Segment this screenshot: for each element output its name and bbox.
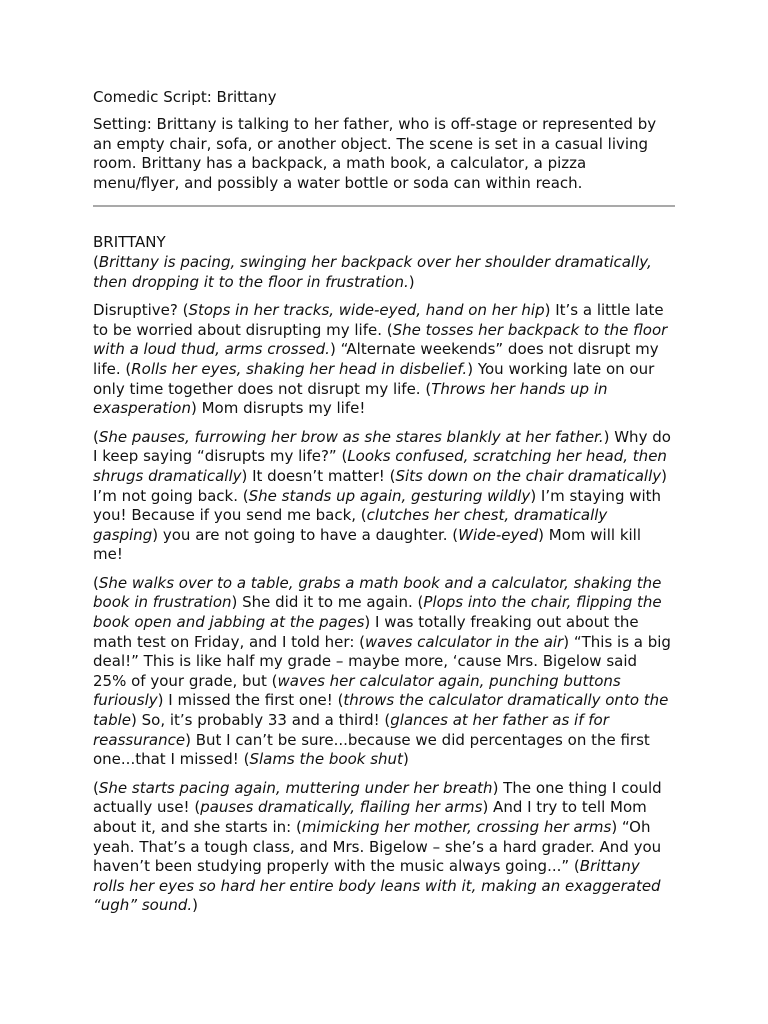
script-body — [93, 253, 675, 916]
dialogue-text: ) — [402, 750, 409, 769]
stage-direction: Plops into the chair, flipping the book open and jabbing at the pages — [93, 593, 662, 632]
stage-direction: Wide-eyed — [458, 525, 539, 544]
dialogue-text: ( — [93, 252, 99, 271]
dialogue-text: ) “This is a big deal!” This is like half my grade – maybe more, ‘cause Mrs. Bigelow said 25% of your grade, but ( — [93, 632, 671, 690]
dialogue-text: ) You working late on our only time together does not disrupt my life. ( — [93, 359, 655, 398]
stage-direction: Rolls her eyes, shaking her head in disbelief. — [131, 359, 468, 378]
stage-direction: waves her calculator again, punching buttons furiously — [93, 671, 621, 710]
stage-direction: Brittany is pacing, swinging her backpack over her shoulder dramatically, then dropping it to the floor in frustration. — [93, 252, 652, 291]
dialogue-text: ) “Oh yeah. That’s a tough class, and Mrs. Bigelow – she’s a hard grader. And you haven’t been studying properly with the music always going...” ( — [93, 818, 662, 876]
dialogue-text: ) But I can’t be sure...because we did percentages on the first one...that I missed! ( — [93, 730, 650, 769]
dialogue-text: ) — [408, 272, 415, 291]
dialogue-text: ) I’m staying with you! Because if you send me back, ( — [93, 486, 662, 525]
stage-direction: Slams the book shut — [249, 750, 403, 769]
dialogue-text: ) The one thing I could actually use! ( — [93, 778, 662, 817]
stage-direction-paragraph — [93, 253, 675, 292]
document-title: Comedic Script: Brittany — [93, 88, 277, 106]
dialogue-text: ) Mom will kill me! — [93, 525, 642, 564]
stage-direction: mimicking her mother, crossing her arms — [301, 818, 612, 836]
dialogue-text: ) I was totally freaking out about the math test on Friday, and I told her: ( — [93, 613, 639, 651]
dialogue-text: ) She did it to me again. ( — [231, 593, 424, 612]
setting-paragraph: Setting: Brittany is talking to her father, who is off-stage or represented by an empty chair, sofa, or another object. The scene is set in a casual living room. Brittany has a backpack, a math book, a calculator, a pizza menu/flyer, and possibly a water bottle or soda can within reach. — [93, 115, 657, 192]
dialogue-paragraph — [93, 779, 675, 916]
stage-direction: Sits down on the chair dramatically — [395, 466, 662, 485]
stage-direction: She tosses her backpack to the floor with a loud thud, arms crossed. — [93, 320, 668, 359]
dialogue-text: Disruptive? ( — [93, 301, 189, 320]
horizontal-divider — [93, 205, 675, 207]
stage-direction: Throws her hands up in exasperation — [93, 379, 608, 418]
dialogue-text: ) It’s a little late to be worried about disrupting my life. ( — [93, 301, 664, 339]
dialogue-paragraph — [93, 428, 675, 565]
stage-direction: glances at her father as if for reassurance — [93, 711, 609, 749]
dialogue-text: ) “Alternate weekends” does not disrupt my life. ( — [93, 340, 659, 378]
dialogue-text: ) It doesn’t matter! ( — [241, 466, 396, 485]
stage-direction: Brittany rolls her eyes so hard her entire body leans with it, making an exaggerated “ugh” sound. — [93, 857, 661, 915]
stage-direction: throws the calculator dramatically onto the table — [93, 691, 669, 730]
dialogue-text: ) — [192, 896, 198, 915]
dialogue-text: ) I’m not going back. ( — [93, 466, 667, 505]
stage-direction: She stands up again, gesturing wildly — [248, 486, 531, 505]
stage-direction: Looks confused, scratching her head, then shrugs dramatically — [93, 447, 667, 485]
speaker-name: BRITTANY — [93, 233, 166, 252]
dialogue-text: ) And I try to tell Mom about it, and she starts in: ( — [93, 798, 647, 836]
dialogue-text: ) Why do I keep saying “disrupts my life?” ( — [93, 427, 671, 466]
stage-direction: Stops in her tracks, wide-eyed, hand on her hip — [188, 301, 545, 320]
stage-direction: waves calculator in the air — [365, 632, 564, 651]
dialogue-text: ( — [93, 573, 99, 592]
dialogue-text: ) I missed the first one! ( — [157, 691, 344, 710]
dialogue-text: ( — [93, 427, 99, 446]
dialogue-paragraph — [93, 301, 675, 419]
stage-direction: clutches her chest, dramatically gasping — [93, 506, 608, 544]
dialogue-text: ) you are not going to have a daughter. ( — [152, 525, 459, 544]
dialogue-text: ) So, it’s probably 33 and a third! ( — [131, 711, 391, 730]
dialogue-paragraph — [93, 574, 675, 770]
stage-direction: She starts pacing again, muttering under her breath — [98, 778, 493, 797]
stage-direction: pauses dramatically, flailing her arms — [200, 798, 483, 817]
dialogue-text: ) Mom disrupts my life! — [190, 399, 366, 418]
stage-direction: She walks over to a table, grabs a math book and a calculator, shaking the book in frustration — [93, 573, 662, 612]
dialogue-text: ( — [93, 778, 99, 797]
stage-direction: She pauses, furrowing her brow as she stares blankly at her father. — [98, 427, 604, 446]
